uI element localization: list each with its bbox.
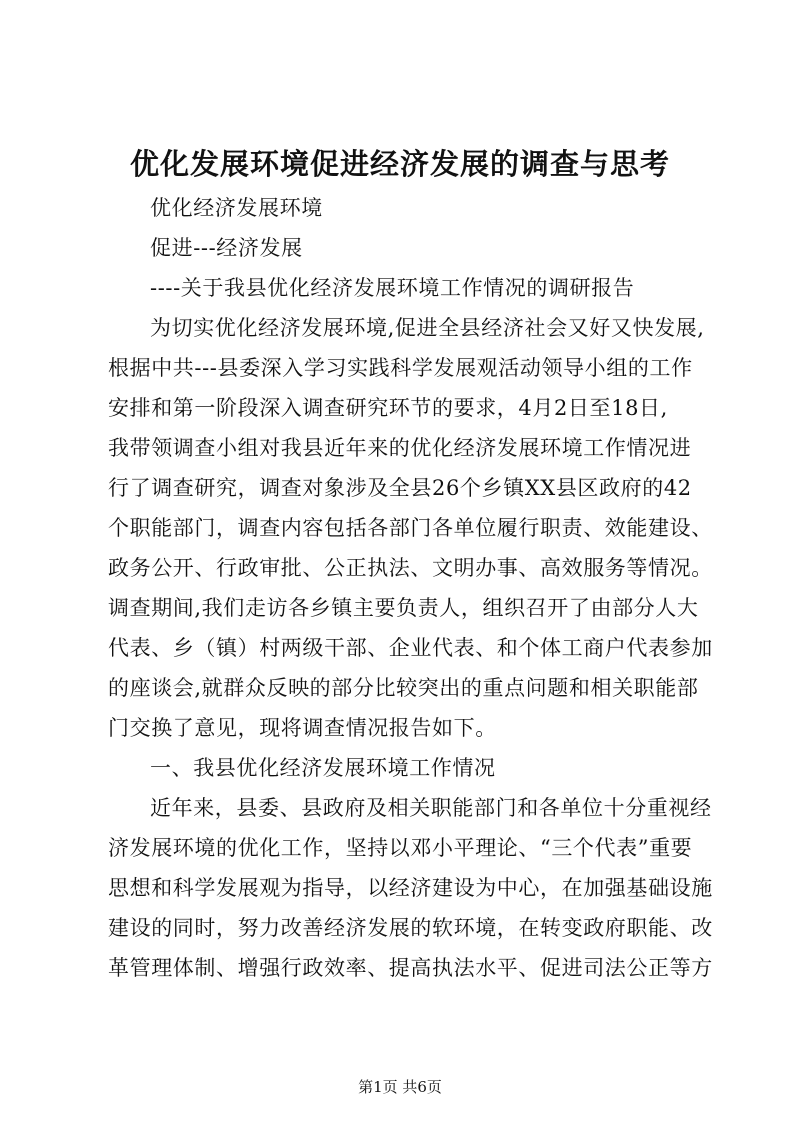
body-text-line: 建设的同时，努力改善经济发展的软环境，在转变政府职能、改 (108, 916, 713, 940)
subtitle-line: 促进---经济发展 (150, 236, 303, 260)
body-text-line: 我带领调查小组对我县近年来的优化经济发展环境工作情况进 (108, 436, 692, 460)
body-text-line: 代表、乡（镇）村两级干部、企业代表、和个体工商户代表参加 (108, 636, 713, 660)
body-text-line: 根据中共---县委深入学习实践科学发展观活动领导小组的工作 (108, 356, 693, 380)
body-text-line: 门交换了意见，现将调查情况报告如下。 (108, 716, 497, 740)
section-heading: 一、我县优化经济发展环境工作情况 (150, 756, 496, 780)
page-number: 第1页 共6页 (358, 1078, 442, 1096)
body-text-line: 政务公开、行政审批、公正执法、文明办事、高效服务等情况。 (108, 556, 713, 580)
body-text-line: 的座谈会,就群众反映的部分比较突出的重点问题和相关职能部 (108, 676, 699, 700)
body-text-line: 行了调查研究，调查对象涉及全县26个乡镇XX县区政府的42 (108, 476, 692, 500)
body-text-line: 调查期间,我们走访各乡镇主要负责人，组织召开了由部分人大 (108, 596, 699, 620)
subtitle-line: 优化经济发展环境 (150, 196, 323, 220)
body-text-line: 为切实优化经济发展环境,促进全县经济社会又好又快发展, (150, 316, 705, 340)
body-text-line: 济发展环境的优化工作，坚持以邓小平理论、“三个代表”重要 (108, 836, 693, 860)
body-text-line: 革管理体制、增强行政效率、提高执法水平、促进司法公正等方 (108, 956, 713, 980)
body-text-line: 近年来，县委、县政府及相关职能部门和各单位十分重视经 (150, 796, 712, 820)
subtitle-line: ----关于我县优化经济发展环境工作情况的调研报告 (150, 276, 635, 300)
body-text-line: 思想和科学发展观为指导，以经济建设为中心，在加强基础设施 (108, 876, 713, 900)
body-text-line: 安排和第一阶段深入调查研究环节的要求，4月2日至18日, (108, 396, 668, 420)
document-title: 优化发展环境促进经济发展的调查与思考 (129, 147, 670, 181)
body-text-line: 个职能部门，调查内容包括各部门各单位履行职责、效能建设、 (108, 516, 713, 540)
